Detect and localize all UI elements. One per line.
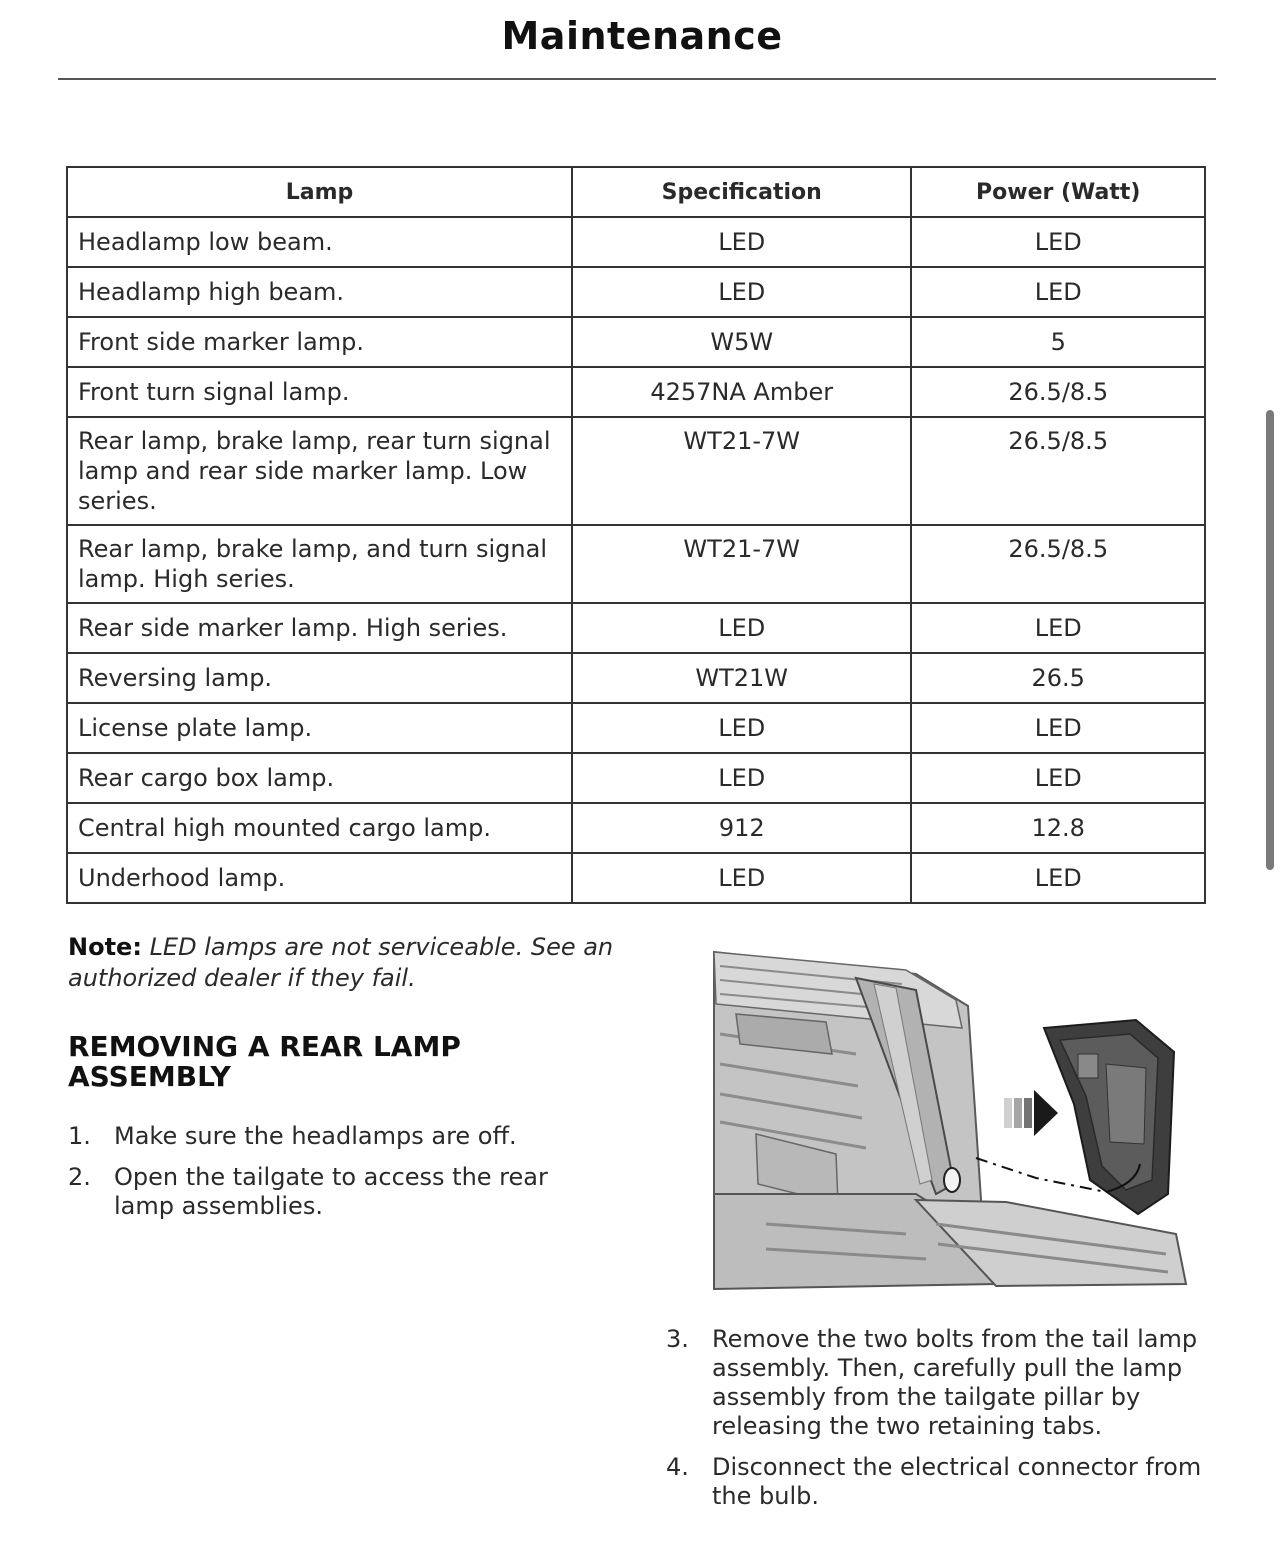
column-header-lamp: Lamp (67, 167, 572, 217)
specification-cell: WT21W (572, 653, 912, 703)
step-text: Disconnect the electrical connector from the bulb. (712, 1453, 1202, 1510)
table-row (67, 653, 1205, 703)
lamp-cell: Rear side marker lamp. High series. (67, 603, 572, 653)
specification-cell: LED (572, 703, 912, 753)
power-cell: 26.5 (911, 653, 1205, 703)
lamp-cell: Central high mounted cargo lamp. (67, 803, 572, 853)
step-text: Remove the two bolts from the tail lamp assembly. Then, carefully pull the lamp assembly from the tailgate pillar by releasing the two retaining tabs. (712, 1325, 1198, 1440)
table-row (67, 217, 1205, 267)
specification-cell: WT21-7W (572, 417, 912, 525)
table-row (67, 603, 1205, 653)
specification-cell: 4257NA Amber (572, 367, 912, 417)
power-cell: 26.5/8.5 (911, 367, 1205, 417)
specification-cell: LED (572, 753, 912, 803)
table-row (67, 753, 1205, 803)
list-item (666, 1453, 1216, 1511)
note-label: Note: (68, 933, 142, 961)
note-text: LED lamps are not serviceable. See an authorized dealer if they fail. (68, 933, 614, 992)
column-header-specification: Specification (572, 167, 912, 217)
step-text: Open the tailgate to access the rear lamp assemblies. (114, 1163, 548, 1220)
power-cell: 5 (911, 317, 1205, 367)
table-row (67, 317, 1205, 367)
lamp-specification-table (66, 166, 1206, 904)
specification-cell: 912 (572, 803, 912, 853)
specification-cell: LED (572, 267, 912, 317)
table-row (67, 267, 1205, 317)
lamp-cell: Rear lamp, brake lamp, rear turn signal lamp and rear side marker lamp. Low series. (67, 417, 572, 525)
specification-cell: W5W (572, 317, 912, 367)
lamp-cell: Reversing lamp. (67, 653, 572, 703)
step-number: 3. (666, 1325, 689, 1353)
rear-lamp-removal-illustration (706, 944, 1190, 1294)
table-row (67, 803, 1205, 853)
lamp-cell: Front turn signal lamp. (67, 367, 572, 417)
table-row (67, 525, 1205, 603)
lamp-cell: License plate lamp. (67, 703, 572, 753)
table-row (67, 417, 1205, 525)
table-row (67, 853, 1205, 903)
power-cell: 12.8 (911, 803, 1205, 853)
power-cell: LED (911, 217, 1205, 267)
power-cell: LED (911, 603, 1205, 653)
table-row (67, 703, 1205, 753)
lamp-cell: Headlamp low beam. (67, 217, 572, 267)
specification-cell: LED (572, 603, 912, 653)
scrollbar-thumb[interactable] (1266, 410, 1274, 870)
note-block (68, 932, 628, 994)
power-cell: 26.5/8.5 (911, 417, 1205, 525)
power-cell: LED (911, 853, 1205, 903)
title-divider (58, 78, 1216, 80)
specification-cell: LED (572, 853, 912, 903)
power-cell: LED (911, 753, 1205, 803)
power-cell: 26.5/8.5 (911, 525, 1205, 603)
step-number: 2. (68, 1163, 91, 1191)
lamp-cell: Rear lamp, brake lamp, and turn signal lamp. High series. (67, 525, 572, 603)
lamp-cell: Front side marker lamp. (67, 317, 572, 367)
step-number: 4. (666, 1453, 689, 1481)
column-header-power: Power (Watt) (911, 167, 1205, 217)
lamp-cell: Rear cargo box lamp. (67, 753, 572, 803)
list-item (68, 1163, 598, 1221)
list-item (666, 1325, 1216, 1441)
lamp-cell: Underhood lamp. (67, 853, 572, 903)
power-cell: LED (911, 703, 1205, 753)
specification-cell: LED (572, 217, 912, 267)
steps-list-right (666, 1325, 1216, 1523)
page-title: Maintenance (501, 14, 783, 58)
step-text: Make sure the headlamps are off. (114, 1122, 517, 1150)
list-item (68, 1122, 598, 1151)
specification-cell: WT21-7W (572, 525, 912, 603)
section-heading: REMOVING A REAR LAMP ASSEMBLY (68, 1030, 461, 1093)
table-header-row (67, 167, 1205, 217)
table-row (67, 367, 1205, 417)
step-number: 1. (68, 1122, 91, 1150)
steps-list-left (68, 1122, 598, 1233)
power-cell: LED (911, 267, 1205, 317)
lamp-cell: Headlamp high beam. (67, 267, 572, 317)
